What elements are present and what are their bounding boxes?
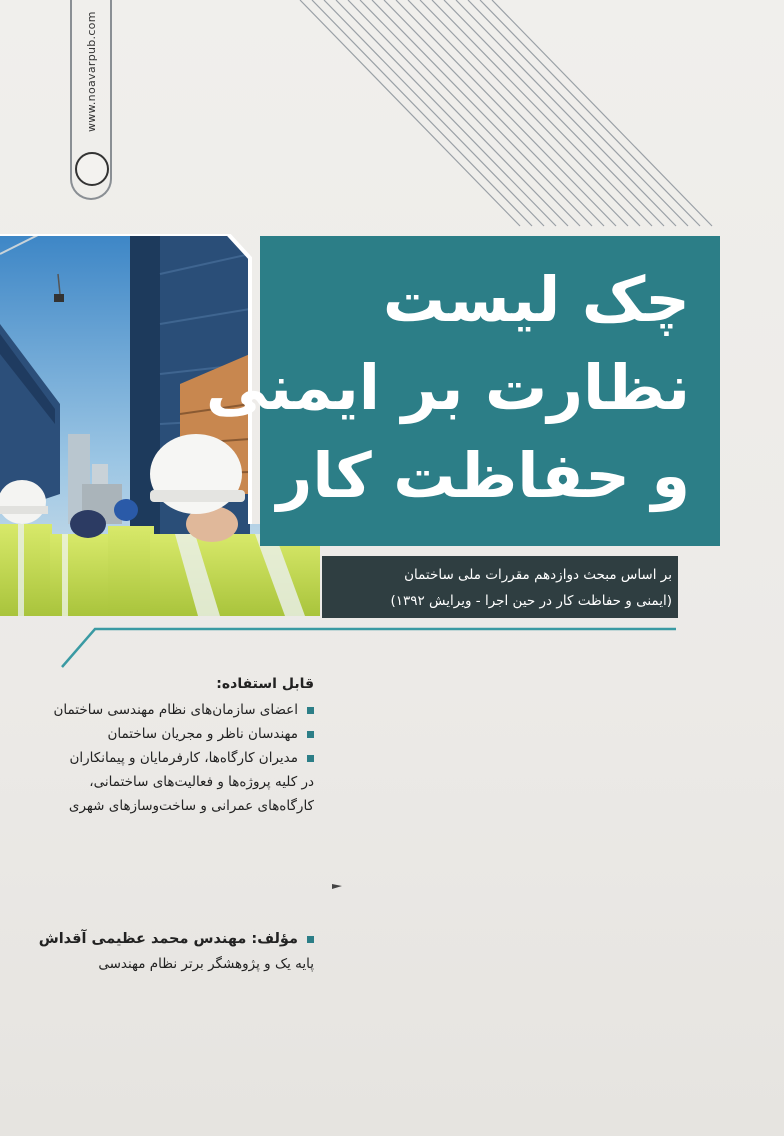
publisher-url-text: www.noavarpub.com <box>85 11 98 132</box>
audience-continuation-line: کارگاه‌های عمرانی و ساخت‌وسازهای شهری <box>68 798 314 814</box>
audience-item: اعضای سازمان‌های نظام مهندسی ساختمان <box>34 698 314 722</box>
author-name: مؤلف: مهندس محمد عظیمی آقداش <box>14 926 314 952</box>
author-role: پایه یک و پژوهشگر برتر نظام مهندسی <box>98 956 314 972</box>
author-section <box>14 926 314 976</box>
audience-item: مدیران کارگاه‌ها، کارفرمایان و پیمانکاران <box>34 746 314 770</box>
title-line-1: چک لیست <box>382 263 690 336</box>
subtitle-line-1: بر اساس مبحث دوازدهم مقررات ملی ساختمان <box>404 567 672 583</box>
small-mark-decoration <box>332 884 342 889</box>
audience-heading: قابل استفاده: <box>216 676 314 692</box>
title-line-2: نظارت بر ایمنی <box>205 351 690 424</box>
audience-continuation-line: در کلیه پروژه‌ها و فعالیت‌های ساختمانی، <box>89 774 314 790</box>
subtitle-line-2: (ایمنی و حفاظت کار در حین اجرا - ویرایش ۱۳۹۲) <box>390 593 672 609</box>
audience-item: مهندسان ناظر و مجریان ساختمان <box>34 722 314 746</box>
audience-section <box>34 676 314 818</box>
title-line-3: و حفاظت کار <box>276 439 690 512</box>
